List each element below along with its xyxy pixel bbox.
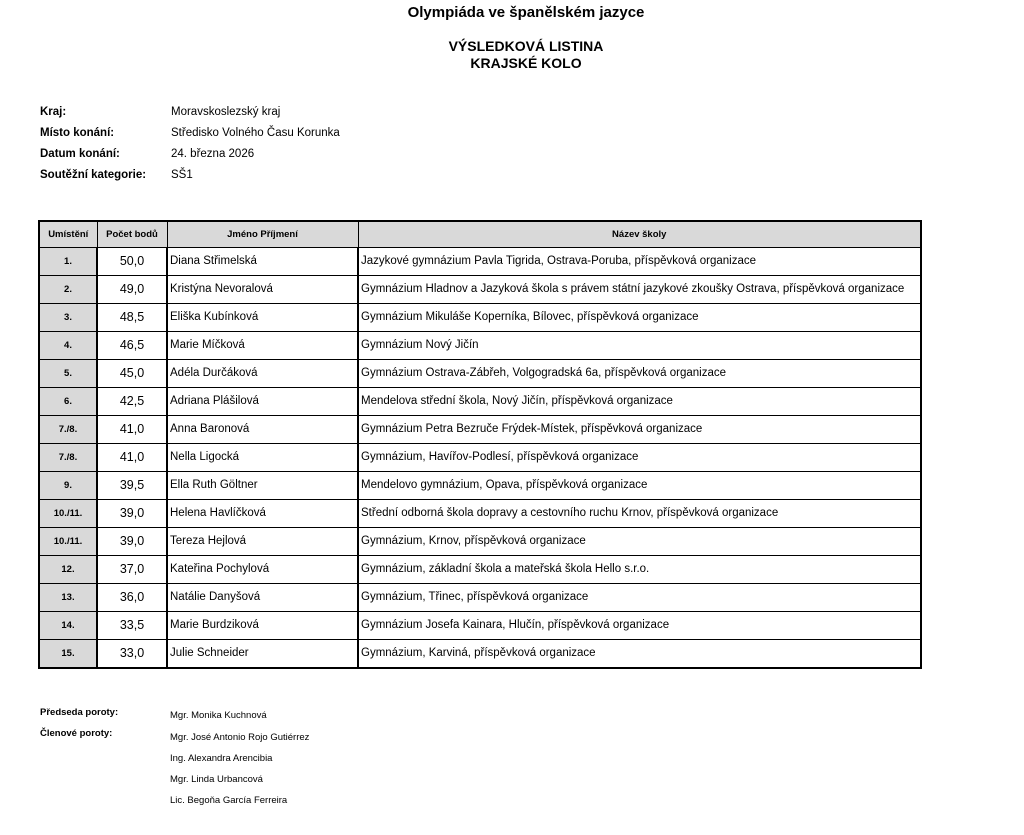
info-row-venue [40,122,340,143]
document-title: Olympiáda ve španělském jazyce [407,4,645,21]
points-cell: 50,0 [97,248,167,276]
name-cell: Adriana Plášilová [167,388,358,416]
school-cell: Gymnázium, Krnov, příspěvková organizace [358,528,921,556]
school-cell: Gymnázium, Havířov-Podlesí, příspěvková organizace [358,444,921,472]
rank-cell: 10./11. [39,500,97,528]
table-row [39,276,921,304]
points-cell: 33,5 [97,612,167,640]
name-cell: Eliška Kubínková [167,304,358,332]
jury-member: Lic. Begoňa García Ferreira [170,795,288,806]
rank-cell: 1. [39,248,97,276]
table-row [39,584,921,612]
table-row [39,612,921,640]
points-cell: 36,0 [97,584,167,612]
info-row-date [40,143,340,164]
points-cell: 41,0 [97,444,167,472]
info-label: Soutěžní kategorie: [40,168,147,181]
points-cell: 37,0 [97,556,167,584]
name-cell: Marie Míčková [167,332,358,360]
table-row [39,416,921,444]
school-cell: Gymnázium Josefa Kainara, Hlučín, příspěvková organizace [358,612,921,640]
rank-cell: 10./11. [39,528,97,556]
competition-info [40,101,340,185]
points-cell: 48,5 [97,304,167,332]
rank-cell: 7./8. [39,444,97,472]
table-header-row [39,221,921,248]
name-cell: Natálie Danyšová [167,584,358,612]
points-cell: 45,0 [97,360,167,388]
jury-members-label: Členové poroty: [40,728,113,739]
name-cell: Nella Ligocká [167,444,358,472]
name-cell: Diana Střimelská [167,248,358,276]
table-row [39,360,921,388]
jury-chair [40,707,267,721]
points-cell: 33,0 [97,640,167,669]
jury-chair-label: Předseda poroty: [40,707,119,718]
info-row-region [40,101,340,122]
school-cell: Jazykové gymnázium Pavla Tigrida, Ostrava-Poruba, příspěvková organizace [358,248,921,276]
name-cell: Kateřina Pochylová [167,556,358,584]
name-cell: Kristýna Nevoralová [167,276,358,304]
name-cell: Tereza Hejlová [167,528,358,556]
points-cell: 42,5 [97,388,167,416]
info-label: Datum konání: [40,147,120,160]
name-cell: Marie Burdziková [167,612,358,640]
jury-chair-name: Mgr. Monika Kuchnová [170,710,267,721]
school-cell: Gymnázium, Třinec, příspěvková organizace [358,584,921,612]
points-cell: 39,5 [97,472,167,500]
points-cell: 46,5 [97,332,167,360]
info-row-category [40,164,340,185]
points-cell: 49,0 [97,276,167,304]
jury-members [40,728,309,816]
name-cell: Adéla Durčáková [167,360,358,388]
name-cell: Ella Ruth Göltner [167,472,358,500]
results-body [39,248,921,669]
table-row [39,304,921,332]
results-table [38,220,922,669]
rank-cell: 12. [39,556,97,584]
name-cell: Helena Havlíčková [167,500,358,528]
school-cell: Gymnázium, základní škola a mateřská škola Hello s.r.o. [358,556,921,584]
school-cell: Gymnázium Hladnov a Jazyková škola s právem státní jazykové zkoušky Ostrava, příspěvková organizace [358,276,921,304]
points-cell: 41,0 [97,416,167,444]
school-cell: Gymnázium Mikuláše Koperníka, Bílovec, příspěvková organizace [358,304,921,332]
info-value: SŠ1 [171,168,193,181]
rank-cell: 6. [39,388,97,416]
school-cell: Gymnázium Ostrava-Zábřeh, Volgogradská 6a, příspěvková organizace [358,360,921,388]
rank-cell: 14. [39,612,97,640]
document-subtitle-results: VÝSLEDKOVÁ LISTINA [448,38,604,54]
jury-member: Ing. Alexandra Arencibia [170,753,273,764]
info-label: Místo konání: [40,126,115,139]
info-label: Kraj: [40,105,67,118]
info-value: 24. března 2026 [171,147,255,160]
table-row [39,528,921,556]
rank-cell: 13. [39,584,97,612]
rank-cell: 9. [39,472,97,500]
table-row [39,444,921,472]
jury-member: Mgr. Linda Urbancová [170,774,263,785]
school-cell: Střední odborná škola dopravy a cestovního ruchu Krnov, příspěvková organizace [358,500,921,528]
rank-cell: 4. [39,332,97,360]
rank-cell: 5. [39,360,97,388]
info-value: Moravskoslezský kraj [171,105,281,118]
name-cell: Julie Schneider [167,640,358,669]
column-header-school: Název školy [358,221,921,248]
rank-cell: 2. [39,276,97,304]
table-row [39,248,921,276]
school-cell: Mendelovo gymnázium, Opava, příspěvková organizace [358,472,921,500]
rank-cell: 7./8. [39,416,97,444]
points-cell: 39,0 [97,500,167,528]
document-subtitle-round: KRAJSKÉ KOLO [470,55,582,71]
table-row [39,640,921,669]
school-cell: Gymnázium Nový Jičín [358,332,921,360]
column-header-name: Jméno Příjmení [167,221,358,248]
rank-cell: 3. [39,304,97,332]
school-cell: Mendelova střední škola, Nový Jičín, příspěvková organizace [358,388,921,416]
table-row [39,388,921,416]
table-row [39,556,921,584]
school-cell: Gymnázium, Karviná, příspěvková organizace [358,640,921,669]
jury-member: Mgr. José Antonio Rojo Gutiérrez [170,732,310,743]
info-value: Středisko Volného Času Korunka [171,126,340,139]
name-cell: Anna Baronová [167,416,358,444]
rank-cell: 15. [39,640,97,669]
school-cell: Gymnázium Petra Bezruče Frýdek-Místek, příspěvková organizace [358,416,921,444]
table-row [39,472,921,500]
column-header-rank: Umístění [39,221,97,248]
table-row [39,332,921,360]
points-cell: 39,0 [97,528,167,556]
table-row [39,500,921,528]
column-header-points: Počet bodů [97,221,167,248]
